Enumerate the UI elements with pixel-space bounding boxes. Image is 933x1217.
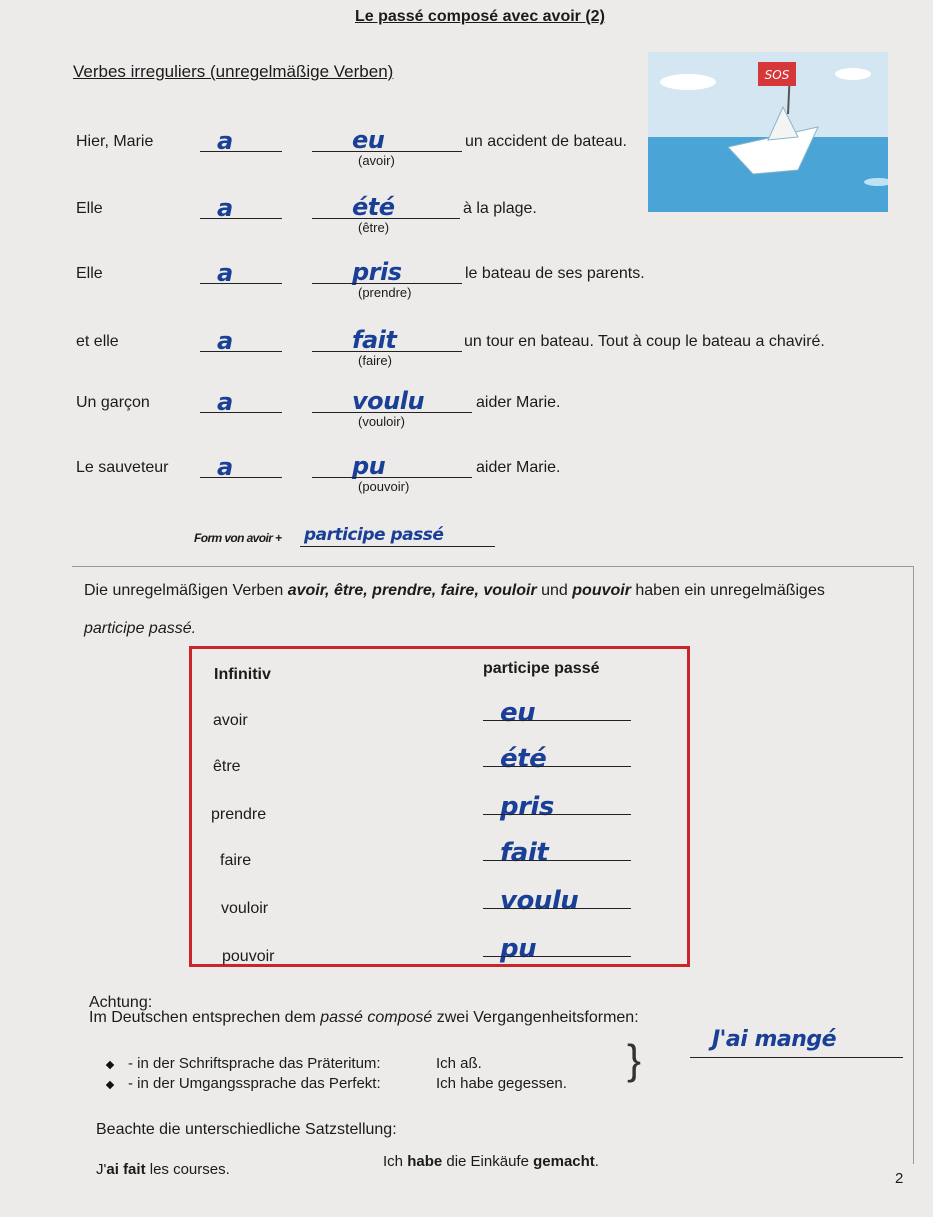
participle-answer: pu [352,452,386,480]
brace-icon: } [627,1036,642,1083]
table-infinitive: prendre [211,806,267,823]
rule-part2: haben ein unregelmäßiges [630,582,825,599]
sentence-rest: aider Marie. [476,459,561,476]
table-infinitive: avoir [213,712,248,729]
table-infinitive: pouvoir [222,948,275,965]
aux-blank[interactable] [200,218,282,219]
aux-blank[interactable] [200,412,282,413]
satz-german [383,1153,599,1170]
bullet1-example: Ich aß. [436,1055,482,1072]
sos-sign-text: SOS [764,68,790,82]
table-participle-answer: fait [500,838,549,868]
sentence-subject: Elle [76,200,103,217]
infinitive-hint: (vouloir) [358,414,405,429]
satz-de-habe: habe [407,1153,443,1170]
formula-blank [300,546,495,547]
sentence-rest: un tour en bateau. Tout à coup le bateau a chaviré. [464,333,825,350]
achtung-intro-end: zwei Vergangenheitsformen: [432,1009,639,1026]
table-participle-answer: pris [500,792,554,822]
participle-blank[interactable] [312,151,462,152]
sentence-rest: le bateau de ses parents. [465,265,645,282]
table-participle-answer: été [500,744,547,774]
table-infinitive: être [213,758,241,775]
table-participle-blank[interactable] [483,720,631,721]
aux-answer: a [217,127,233,155]
rule-verb-last: pouvoir [572,582,631,599]
satz-fr-ai: ai [106,1161,119,1178]
achtung-intro-start: Im Deutschen entsprechen dem [89,1009,321,1026]
aux-answer: a [217,259,233,287]
table-participle-blank[interactable] [483,766,631,767]
infinitive-hint: (pouvoir) [358,479,410,494]
infinitive-hint: (être) [358,220,390,235]
formula-prefix: Form von avoir + [194,531,282,545]
page-number: 2 [895,1170,904,1187]
achtung-label: Achtung: [89,994,153,1011]
bullet1-label: - in der Schriftsprache das Präteritum: [128,1055,381,1072]
participle-blank[interactable] [312,351,462,352]
aux-answer: a [217,388,233,416]
table-participle-blank[interactable] [483,956,631,957]
aux-answer: a [217,327,233,355]
bullet2-label: - in der Umgangssprache das Perfekt: [128,1075,381,1092]
achtung-intro [89,1009,639,1027]
satz-french [96,1161,230,1178]
table-participle-blank[interactable] [483,814,631,815]
bullet2-example: Ich habe gegessen. [436,1075,567,1092]
aux-blank[interactable] [200,151,282,152]
satz-de-mid: die Einkäufe [442,1153,534,1170]
achtung-answer: J'ai mangé [712,1027,837,1052]
satz-de-end: . [594,1153,599,1170]
aux-answer: a [217,453,233,481]
table-header-participle: participe passé [483,660,600,677]
section-subtitle: Verbes irreguliers (unregelmäßige Verben) [73,62,394,81]
participle-answer: fait [352,326,397,354]
participle-answer: pris [352,258,402,286]
table-infinitive: faire [220,852,252,869]
table-header-infinitive: Infinitiv [214,666,271,683]
participle-blank[interactable] [312,477,472,478]
formula-answer: participe passé [304,525,444,545]
participle-answer: voulu [352,387,425,415]
sentence-rest: aider Marie. [476,394,561,411]
satz-fr-j: J' [96,1161,107,1178]
infinitive-hint: (avoir) [358,153,395,168]
participle-blank[interactable] [312,218,460,219]
rule-text [84,582,825,600]
aux-blank[interactable] [200,351,282,352]
sentence-subject: Elle [76,265,103,282]
sentence-subject: et elle [76,333,119,350]
table-participle-answer: eu [500,698,536,728]
rule-part1: Die unregelmäßigen Verben [84,582,288,599]
sentence-rest: un accident de bateau. [465,133,627,150]
table-participle-blank[interactable] [483,908,631,909]
satz-de-ich: Ich [383,1153,408,1170]
rule-line2: participe passé. [84,620,197,637]
infinitive-hint: (prendre) [358,285,412,300]
sentence-subject: Le sauveteur [76,459,169,476]
table-participle-answer: pu [500,934,537,964]
sentence-rest: à la plage. [463,200,537,217]
satz-fr-fait: fait [123,1161,146,1178]
table-participle-answer: voulu [500,886,579,916]
sos-boat-illustration [648,52,888,212]
achtung-intro-em: passé composé [320,1009,433,1026]
satz-label: Beachte die unterschiedliche Satzstellung: [96,1121,397,1138]
sentence-subject: Hier, Marie [76,133,154,150]
sentence-subject: Un garçon [76,394,150,411]
rule-verbs: avoir, être, prendre, faire, vouloir [287,582,537,599]
participle-answer: eu [352,126,385,154]
satz-de-gemacht: gemacht [533,1153,595,1170]
rule-und: und [536,582,573,599]
participle-blank[interactable] [312,283,462,284]
participle-blank[interactable] [312,412,472,413]
aux-answer: a [217,194,233,222]
table-participle-blank[interactable] [483,860,631,861]
infinitive-hint: (faire) [358,353,392,368]
page-title: Le passé composé avec avoir (2) [355,8,605,25]
achtung-answer-blank [690,1057,903,1058]
aux-blank[interactable] [200,283,282,284]
aux-blank[interactable] [200,477,282,478]
table-infinitive: vouloir [221,900,269,917]
participle-answer: été [352,193,395,221]
satz-fr-rest: les courses. [145,1161,230,1178]
